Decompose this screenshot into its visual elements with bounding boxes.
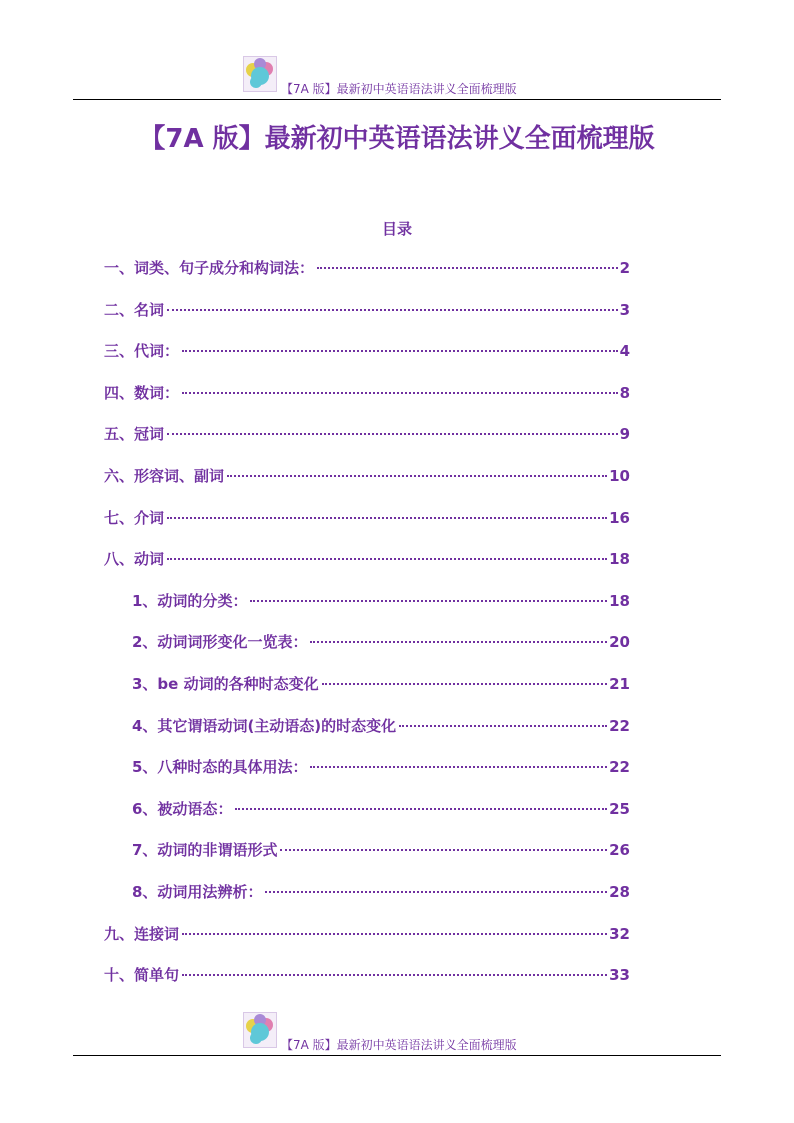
- toc-dot-leader: [167, 433, 618, 435]
- toc-dot-leader: [399, 725, 607, 727]
- toc-dot-leader: [250, 600, 607, 602]
- toc-entry-page: 28: [609, 882, 630, 901]
- toc-entry-page: 22: [609, 716, 630, 735]
- header-running-title: 【7A 版】最新初中英语语法讲义全面梳理版: [281, 82, 517, 96]
- toc-dot-leader: [167, 309, 618, 311]
- toc-dot-leader: [167, 558, 607, 560]
- toc-dot-leader: [310, 641, 607, 643]
- toc-entry-label: 五、冠词: [104, 425, 165, 444]
- toc-entry-page: 8: [619, 383, 630, 402]
- toc-dot-leader: [182, 933, 607, 935]
- toc-entry-label: 6、被动语态：: [132, 799, 233, 818]
- toc-entry[interactable]: [104, 382, 630, 424]
- toc-entry-label: 六、形容词、副词: [104, 466, 225, 485]
- toc-dot-leader: [182, 974, 607, 976]
- page-footer: [0, 1012, 794, 1058]
- toc-dot-leader: [317, 267, 618, 269]
- logo-icon: [243, 56, 277, 92]
- toc-entry-page: 4: [619, 342, 630, 361]
- toc-entry-label: 四、数词：: [104, 383, 180, 402]
- toc-entry[interactable]: [104, 340, 630, 382]
- toc-entry[interactable]: [104, 465, 630, 507]
- toc-dot-leader: [235, 808, 607, 810]
- toc-entry-page: 21: [609, 674, 630, 693]
- toc-entry-page: 33: [609, 966, 630, 985]
- toc-entry-label: 三、代词：: [104, 342, 180, 361]
- toc-entry-label: 2、动词词形变化一览表：: [132, 633, 308, 652]
- toc-entry-label: 7、动词的非谓语形式: [132, 841, 278, 860]
- toc-heading: 目录: [381, 220, 412, 238]
- logo-icon: [243, 1012, 277, 1048]
- toc-entry-page: 3: [619, 300, 630, 319]
- footer-rule: [73, 1055, 721, 1056]
- toc-entry-page: 16: [609, 508, 630, 527]
- toc-entry[interactable]: [104, 798, 630, 840]
- toc-entry-label: 十、简单句: [104, 966, 180, 985]
- toc-entry-page: 10: [609, 466, 630, 485]
- table-of-contents: [104, 257, 630, 1006]
- toc-dot-leader: [265, 891, 607, 893]
- header-rule: [73, 99, 721, 100]
- toc-entry-label: 七、介词: [104, 508, 165, 527]
- toc-entry[interactable]: [104, 923, 630, 965]
- toc-entry[interactable]: [104, 715, 630, 757]
- toc-entry[interactable]: [104, 756, 630, 798]
- toc-entry[interactable]: [104, 423, 630, 465]
- toc-entry-page: 32: [609, 924, 630, 943]
- toc-entry-label: 3、be 动词的各种时态变化: [132, 674, 319, 693]
- toc-entry-label: 九、连接词: [104, 924, 180, 943]
- toc-entry-page: 26: [609, 841, 630, 860]
- toc-entry[interactable]: [104, 257, 630, 299]
- toc-entry-page: 9: [619, 425, 630, 444]
- toc-entry[interactable]: [104, 299, 630, 341]
- toc-dot-leader: [310, 766, 607, 768]
- toc-dot-leader: [167, 517, 607, 519]
- toc-entry-label: 4、其它谓语动词(主动语态)的时态变化: [132, 716, 397, 735]
- toc-entry-page: 18: [609, 591, 630, 610]
- toc-entry[interactable]: [104, 881, 630, 923]
- toc-dot-leader: [322, 683, 608, 685]
- toc-entry-page: 20: [609, 633, 630, 652]
- footer-running-title: 【7A 版】最新初中英语语法讲义全面梳理版: [281, 1038, 517, 1052]
- toc-entry[interactable]: [104, 673, 630, 715]
- toc-dot-leader: [182, 350, 618, 352]
- toc-entry-label: 1、动词的分类：: [132, 591, 248, 610]
- toc-entry-label: 5、八种时态的具体用法：: [132, 758, 308, 777]
- page-header: [0, 56, 794, 102]
- toc-entry-label: 8、动词用法辨析：: [132, 882, 263, 901]
- toc-entry[interactable]: [104, 839, 630, 881]
- toc-entry[interactable]: [104, 964, 630, 1006]
- document-title: 【7A 版】最新初中英语语法讲义全面梳理版: [139, 124, 655, 154]
- toc-entry-page: 18: [609, 550, 630, 569]
- toc-entry[interactable]: [104, 590, 630, 632]
- toc-entry-page: 22: [609, 758, 630, 777]
- toc-dot-leader: [227, 475, 607, 477]
- toc-entry[interactable]: [104, 548, 630, 590]
- toc-dot-leader: [280, 849, 607, 851]
- toc-entry[interactable]: [104, 631, 630, 673]
- toc-entry-label: 二、名词: [104, 300, 165, 319]
- toc-entry-page: 2: [619, 259, 630, 277]
- toc-entry-label: 八、动词: [104, 550, 165, 569]
- toc-entry-page: 25: [609, 799, 630, 818]
- toc-entry[interactable]: [104, 507, 630, 549]
- toc-entry-label: 一、词类、句子成分和构词法：: [104, 259, 315, 277]
- toc-dot-leader: [182, 392, 618, 394]
